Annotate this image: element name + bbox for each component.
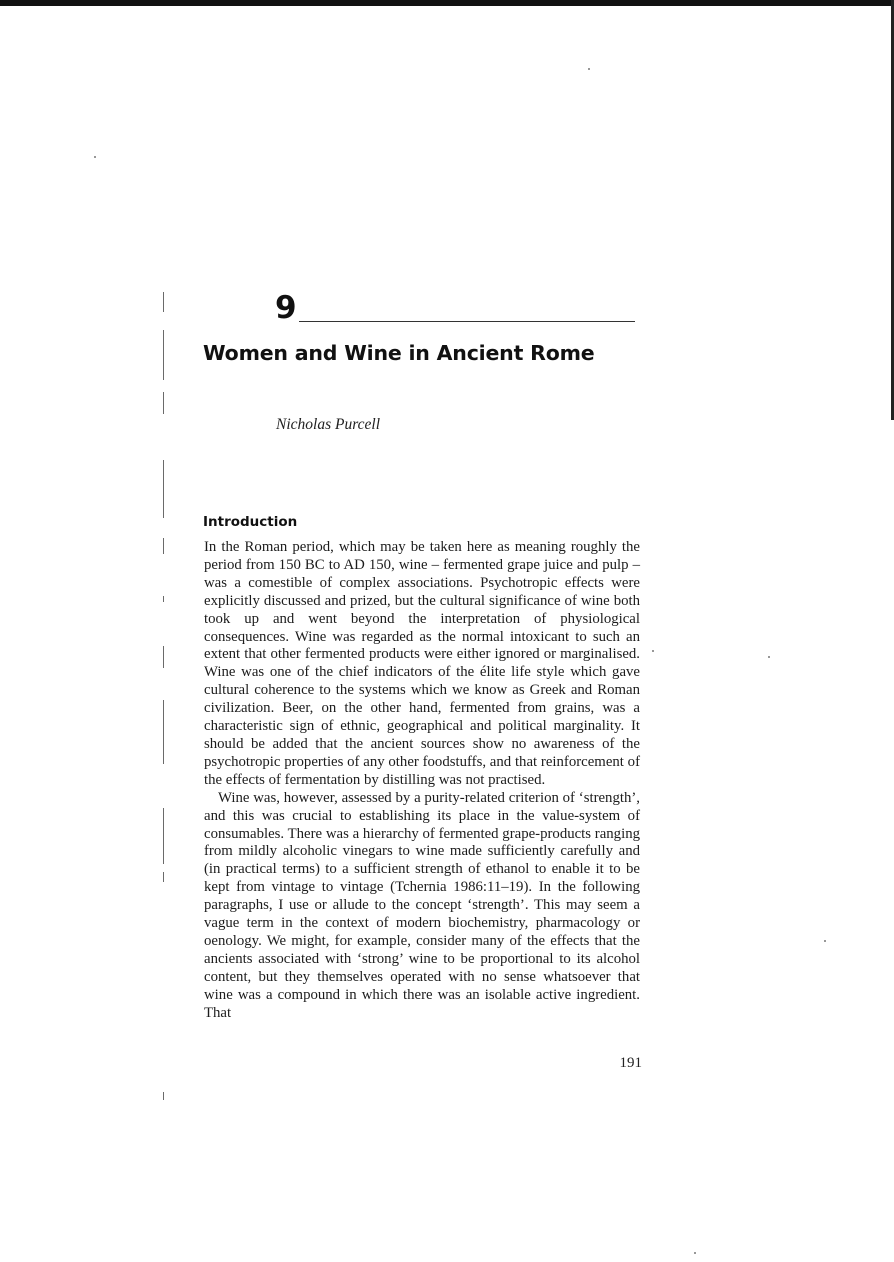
- binding-mark: [163, 646, 164, 668]
- scan-speck: [588, 68, 590, 70]
- author-name: Nicholas Purcell: [276, 416, 381, 433]
- scan-speck: [694, 1252, 696, 1254]
- binding-mark: [163, 330, 164, 380]
- binding-mark: [163, 392, 164, 414]
- scan-speck: [94, 156, 96, 158]
- body-paragraph: In the Roman period, which may be taken here as meaning roughly the period from 150 BC to AD 150, wine – fermented grape juice and pulp – was a comestible of complex associations. Psychotropic effects were explicitly discussed and prized, but the cultural significance of wine both took up and went beyond the interpretation of physiological consequences. Wine was regarded as the normal intoxicant to such an extent that other fermented products were either ignored or marginalised. Wine was one of the chief indicators of the élite life style which gave cultural coherence to the systems which we know as Greek and Roman civilization. Beer, on the other hand, fermented from grains, was a characteristic sign of ethnic, geographical and political marginality. It should be added that the ancient sources show no awareness of the psychotropic properties of any other foodstuffs, and that reinforcement of the effects of fermentation by distilling was not practised.: [204, 539, 640, 788]
- scan-speck: [652, 650, 654, 652]
- scan-speck: [824, 940, 826, 942]
- body-text: [204, 539, 640, 1022]
- binding-mark: [163, 596, 164, 602]
- chapter-number: 9: [275, 290, 296, 326]
- binding-mark: [163, 808, 164, 864]
- binding-mark: [163, 700, 164, 764]
- body-paragraph: Wine was, however, assessed by a purity-related criterion of ‘strength’, and this was crucial to establishing its place in the value-system of consumables. There was a hierarchy of fermented grape-products ranging from mildly alcoholic vinegars to wine made sufficiently carefully and (in practical terms) to a sufficient strength of ethanol to enable it to be kept from vintage to vintage (Tchernia 1986:11–19). In the following paragraphs, I use or allude to the concept ‘strength’. This may seem a vague term in the context of modern biochemistry, pharmacology or oenology. We might, for example, consider many of the effects that the ancients associated with ‘strong’ wine to be proportional to its alcohol content, but they themselves operated with no sense whatsoever that wine was a compound in which there was an isolable active ingredient. That: [204, 789, 640, 1021]
- chapter-rule: [299, 321, 635, 322]
- scan-speck: [768, 656, 770, 658]
- binding-mark: [163, 1092, 164, 1100]
- page-number: 191: [619, 1055, 642, 1071]
- scan-top-edge: [0, 0, 894, 6]
- binding-mark: [163, 872, 164, 882]
- binding-mark: [163, 538, 164, 554]
- section-heading: Introduction: [203, 514, 298, 530]
- binding-mark: [163, 292, 164, 312]
- binding-mark: [163, 460, 164, 518]
- chapter-title: Women and Wine in Ancient Rome: [203, 341, 595, 365]
